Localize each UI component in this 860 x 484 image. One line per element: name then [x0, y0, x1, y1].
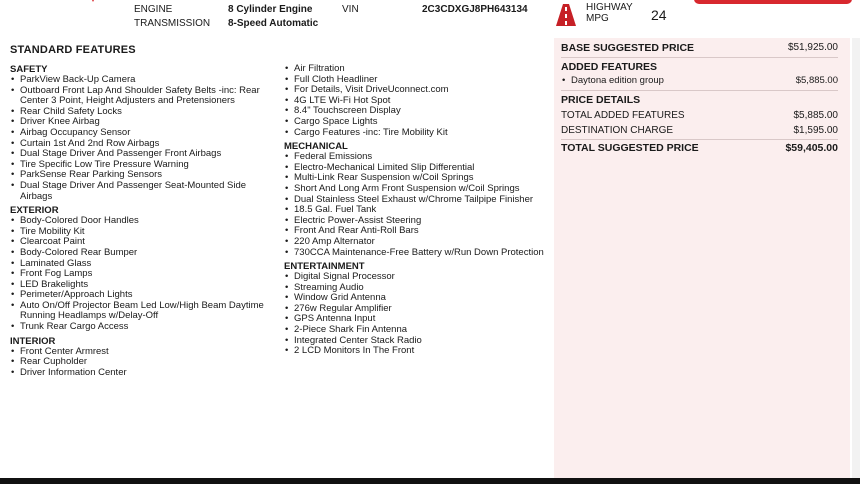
feature-item: • 276w Regular Amplifier [284, 304, 552, 315]
added-features-heading-text: ADDED FEATURES [561, 61, 658, 73]
feature-item: • Auto On/Off Projector Beam Led Low/High Beam Daytime Running Headlamps w/Delay-Off [10, 301, 280, 322]
engine-label: ENGINE [134, 4, 173, 15]
feature-group-title: EXTERIOR [10, 205, 59, 217]
total-price-value: $59,405.00 [785, 142, 838, 154]
feature-item: • Driver Knee Airbag [10, 117, 280, 128]
feature-item: • For Details, Visit DriveUconnect.com [284, 85, 552, 96]
feature-item: • Front Center Armrest [10, 347, 280, 358]
feature-group [284, 64, 552, 138]
price-details-heading [561, 94, 838, 106]
feature-item: • Dual Stage Driver And Passenger Front Airbags [10, 149, 280, 160]
features-column-1 [10, 64, 280, 381]
feature-group [284, 141, 552, 258]
feature-item: • Rear Child Safety Locks [10, 107, 280, 118]
feature-item: • Front And Rear Anti-Roll Bars [284, 226, 552, 237]
feature-item: • Tire Specific Low Tire Pressure Warning [10, 160, 280, 171]
feature-group [284, 261, 552, 357]
feature-item: • Trunk Rear Cargo Access [10, 322, 280, 333]
feature-item: • Federal Emissions [284, 152, 552, 163]
total-price-label: TOTAL SUGGESTED PRICE [561, 142, 699, 154]
feature-item: • Rear Cupholder [10, 357, 280, 368]
feature-item: • Outboard Front Lap And Shoulder Safety Belts -inc: Rear Center 3 Point, Height Adjusters and Pretensioners [10, 86, 280, 107]
feature-item: • Air Filtration [284, 64, 552, 75]
feature-item: • ParkSense Rear Parking Sensors [10, 170, 280, 181]
feature-group [10, 336, 280, 379]
feature-list [10, 216, 280, 333]
price-summary-panel [554, 38, 850, 478]
vertical-scrollbar[interactable] [852, 38, 860, 478]
feature-item: • Cargo Features -inc: Tire Mobility Kit [284, 128, 552, 139]
highway-mpg-value: 24 [651, 7, 667, 23]
feature-group-title: MECHANICAL [284, 141, 348, 153]
price-divider [561, 90, 838, 91]
base-price-label: BASE SUGGESTED PRICE [561, 42, 695, 54]
total-added-label: TOTAL ADDED FEATURES [561, 110, 685, 121]
vin-label: VIN [342, 4, 359, 15]
destination-charge-label: DESTINATION CHARGE [561, 125, 674, 136]
total-price-row [561, 142, 838, 154]
added-feature-row [561, 75, 838, 87]
added-feature-label: • Daytona edition group [561, 75, 664, 87]
feature-list [284, 272, 552, 357]
feature-item: • 18.5 Gal. Fuel Tank [284, 205, 552, 216]
bottom-bar [0, 478, 860, 484]
feature-item: • Airbag Occupancy Sensor [10, 128, 280, 139]
total-added-value: $5,885.00 [793, 110, 838, 121]
feature-group-title: SAFETY [10, 64, 48, 75]
engine-value: 8 Cylinder Engine [228, 4, 313, 15]
transmission-label: TRANSMISSION [134, 18, 211, 29]
transmission-value: 8-Speed Automatic [228, 18, 319, 29]
feature-item: • Tire Mobility Kit [10, 227, 280, 238]
feature-item: • Short And Long Arm Front Suspension w/Coil Springs [284, 184, 552, 195]
feature-item: • Streaming Audio [284, 283, 552, 294]
standard-features-title: STANDARD FEATURES [10, 44, 136, 56]
total-added-row [561, 110, 838, 122]
feature-item: • GPS Antenna Input [284, 314, 552, 325]
feature-item: • Full Cloth Headliner [284, 75, 552, 86]
standard-features-section [10, 38, 552, 478]
base-price-value: $51,925.00 [787, 42, 838, 53]
feature-group-title: INTERIOR [10, 335, 56, 347]
feature-item: • ParkView Back-Up Camera [10, 75, 280, 86]
feature-item: • 220 Amp Alternator [284, 237, 552, 248]
feature-item: • Cargo Space Lights [284, 117, 552, 128]
feature-item: • Clearcoat Paint [10, 237, 280, 248]
feature-list [284, 64, 552, 138]
destination-charge-value: $1,595.00 [793, 125, 838, 136]
feature-item: • Electro-Mechanical Limited Slip Differential [284, 163, 552, 174]
feature-item: • Front Fog Lamps [10, 269, 280, 280]
feature-group-title: ENTERTAINMENT [284, 261, 365, 273]
feature-group [10, 64, 280, 202]
feature-item: • Perimeter/Approach Lights [10, 290, 280, 301]
mpg-label-line2: MPG [586, 12, 609, 24]
feature-item: • LED Brakelights [10, 280, 280, 291]
brand-logo-fragment [86, 0, 100, 4]
feature-group [10, 205, 280, 333]
feature-item: • 2 LCD Monitors In The Front [284, 346, 552, 357]
features-column-2 [284, 64, 552, 360]
feature-item: • Driver Information Center [10, 368, 280, 379]
feature-item: • Dual Stage Driver And Passenger Seat-Mounted Side Airbags [10, 181, 280, 202]
highway-road-icon [556, 4, 576, 26]
feature-item: • Window Grid Antenna [284, 293, 552, 304]
feature-item: • Multi-Link Rear Suspension w/Coil Springs [284, 173, 552, 184]
feature-item: • Integrated Center Stack Radio [284, 336, 552, 347]
feature-item: • Digital Signal Processor [284, 272, 552, 283]
feature-item: • 8.4" Touchscreen Display [284, 106, 552, 117]
feature-item: • Laminated Glass [10, 259, 280, 270]
price-details-heading-text: PRICE DETAILS [561, 94, 641, 106]
feature-item: • Body-Colored Door Handles [10, 216, 280, 227]
feature-item: • Body-Colored Rear Bumper [10, 248, 280, 259]
mpg-label-line1: HIGHWAY [586, 2, 633, 13]
feature-list [10, 75, 280, 202]
action-button[interactable] [694, 0, 852, 4]
feature-item: • 730CCA Maintenance-Free Battery w/Run Down Protection [284, 248, 552, 259]
destination-charge-row [561, 125, 838, 137]
added-feature-value: $5,885.00 [795, 75, 838, 86]
feature-item: • 4G LTE Wi-Fi Hot Spot [284, 96, 552, 107]
vin-value: 2C3CDXGJ8PH643134 [422, 4, 528, 15]
feature-item: • Curtain 1st And 2nd Row Airbags [10, 139, 280, 150]
feature-item: • Dual Stainless Steel Exhaust w/Chrome Tailpipe Finisher [284, 195, 552, 206]
price-divider [561, 57, 838, 58]
feature-list [284, 152, 552, 258]
highway-mpg-label [586, 3, 633, 24]
base-price-row [561, 42, 838, 54]
feature-item: • Electric Power-Assist Steering [284, 216, 552, 227]
price-divider [561, 139, 838, 140]
feature-list [10, 347, 280, 379]
feature-item: • 2-Piece Shark Fin Antenna [284, 325, 552, 336]
added-features-heading [561, 61, 838, 73]
vehicle-spec-header [0, 0, 860, 36]
